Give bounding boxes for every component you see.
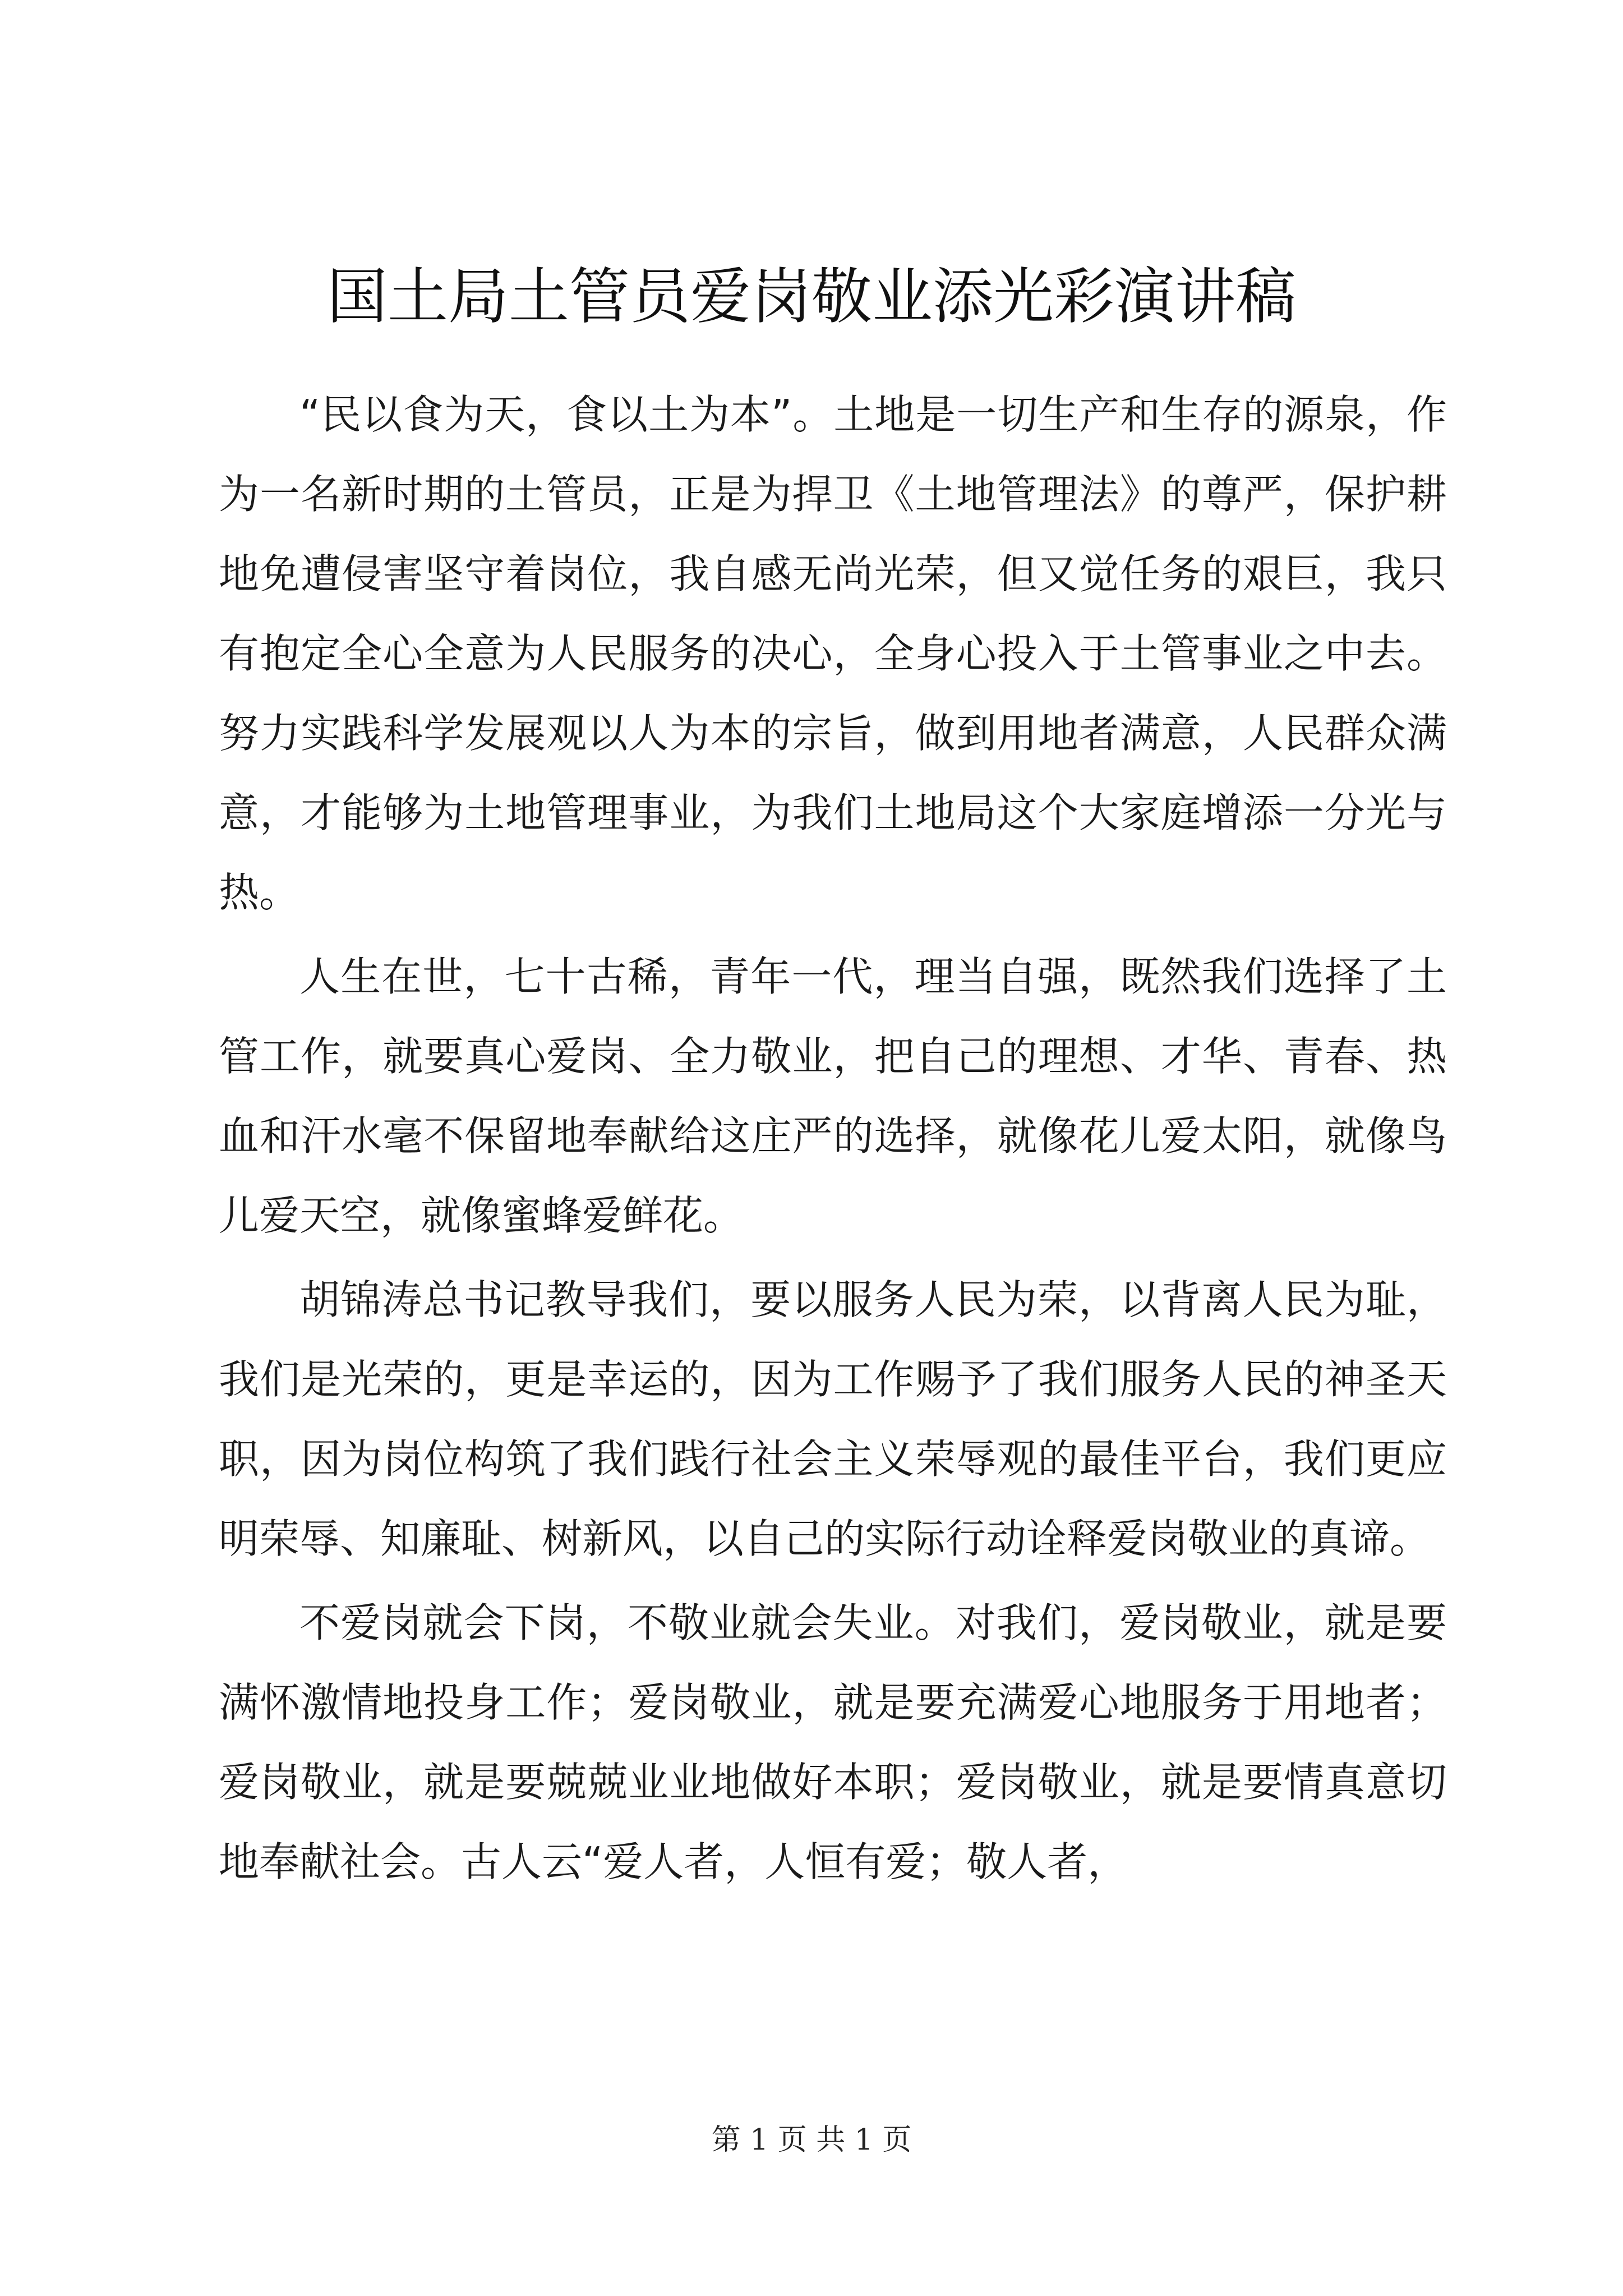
paragraph-2: 人生在世，七十古稀，青年一代，理当自强，既然我们选择了土管工作，就要真心爱岗、全力敬业，把自己的理想、才华、青春、热血和汗水毫不保留地奉献给这庄严的选择，就像花儿爱太阳，就像鸟儿爱天空，就像蜜蜂爱鲜花。 [219,953,1447,1239]
document-body [219,375,1447,1906]
paragraph-1: “民以食为天，食以土为本”。土地是一切生产和生存的源泉，作为一名新时期的土管员，正是为捍卫《土地管理法》的尊严，保护耕地免遭侵害坚守着岗位，我自感无尚光荣，但又觉任务的艰巨，我只有抱定全心全意为人民服务的决心，全身心投入于土管事业之中去。努力实践科学发展观以人为本的宗旨，做到用地者满意，人民群众满意，才能够为土地管理事业，为我们土地局这个大家庭增添一分光与热。 [219,391,1447,916]
paragraph-3: 胡锦涛总书记教导我们，要以服务人民为荣，以背离人民为耻，我们是光荣的，更是幸运的，因为工作赐予了我们服务人民的神圣天职，因为岗位构筑了我们践行社会主义荣辱观的最佳平台，我们更应明荣辱、知廉耻、树新风，以自己的实际行动诠释爱岗敬业的真谛。 [219,1276,1447,1562]
page-footer: 第 1 页 共 1 页 [711,2123,912,2157]
paragraph-4: 不爱岗就会下岗，不敬业就会失业。对我们，爱岗敬业，就是要满怀激情地投身工作；爱岗敬业，就是要充满爱心地服务于用地者；爱岗敬业，就是要兢兢业业地做好本职；爱岗敬业，就是要情真意切地奉献社会。古人云“爱人者，人恒有爱；敬人者， [219,1599,1447,1885]
document-title: 国土局土管员爱岗敬业添光彩演讲稿 [326,262,1296,332]
